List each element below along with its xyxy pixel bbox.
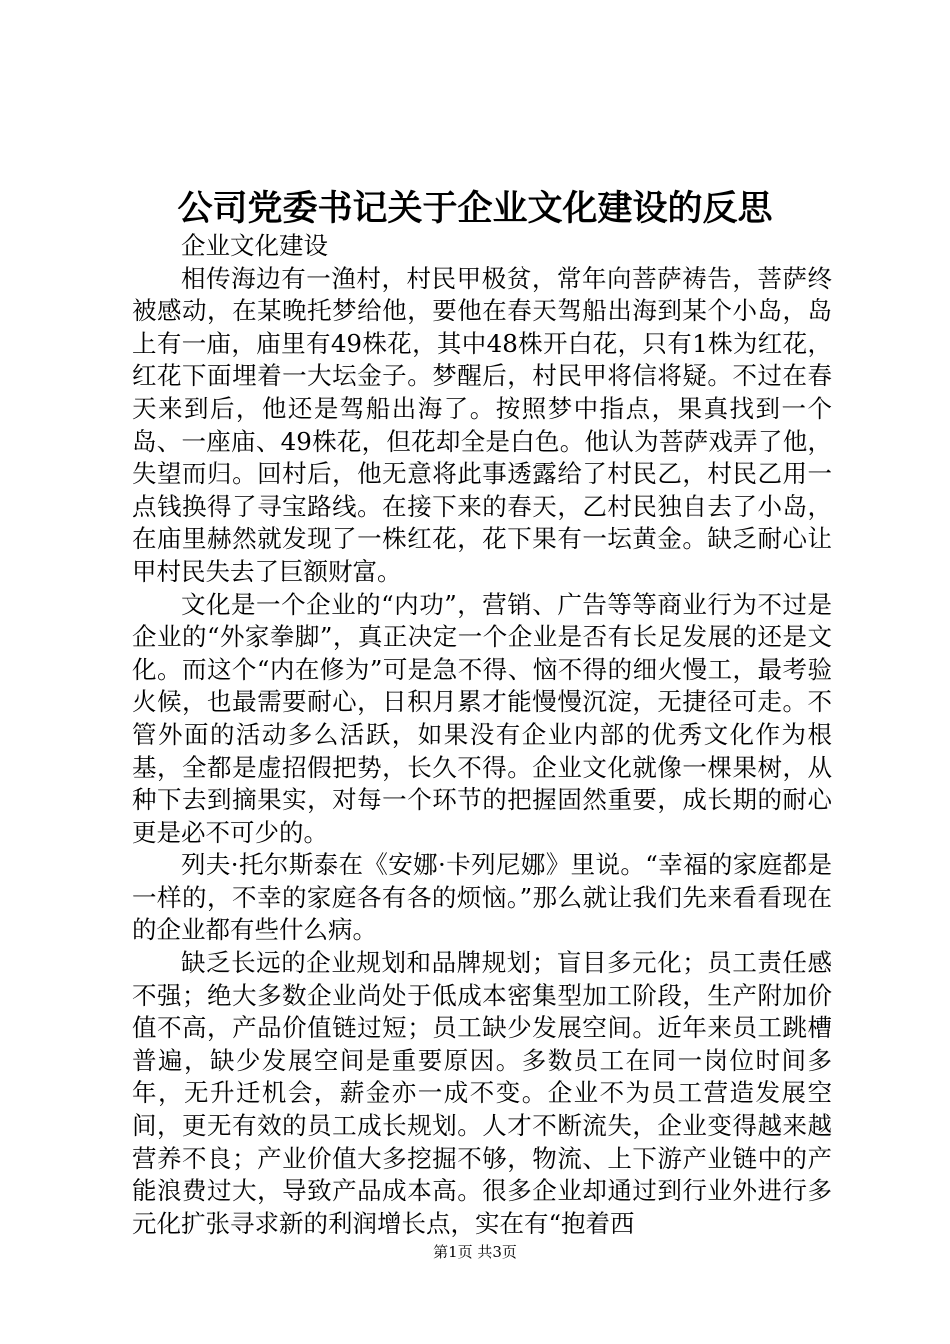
document-body — [132, 230, 832, 1240]
paragraph-tolstoy-quote: 列夫·托尔斯泰在《安娜·卡列尼娜》里说。“幸福的家庭都是一样的，不幸的家庭各有各的烦恼。”那么就让我们先来看看现在的企业都有些什么病。 — [132, 850, 832, 945]
page-number-footer: 第1页 共3页 — [433, 1243, 517, 1261]
page-title: 公司党委书记关于企业文化建设的反思 — [177, 188, 773, 229]
paragraph-subtitle: 企业文化建设 — [181, 231, 328, 260]
paragraph-fishing-village-story: 相传海边有一渔村，村民甲极贫，常年向菩萨祷告，菩萨终被感动，在某晚托梦给他，要他在春天驾船出海到某个小岛，岛上有一庙，庙里有49株花，其中48株开白花，只有1株为红花，红花下面埋着一大坛金子。梦醒后，村民甲将信将疑。不过在春天来到后，他还是驾船出海了。按照梦中指点，果真找到一个岛、一座庙、49株花，但花却全是白色。他认为菩萨戏弄了他，失望而归。回村后，他无意将此事透露给了村民乙，村民乙用一点钱换得了寻宝路线。在接下来的春天，乙村民独自去了小岛，在庙里赫然就发现了一株红花，花下果有一坛黄金。缺乏耐心让甲村民失去了巨额财富。 — [132, 263, 832, 586]
paragraph-enterprise-problems: 缺乏长远的企业规划和品牌规划；盲目多元化；员工责任感不强；绝大多数企业尚处于低成本密集型加工阶段，生产附加价值不高，产品价值链过短；员工缺少发展空间。近年来员工跳槽普遍，缺少发展空间是重要原因。多数员工在同一岗位时间多年，无升迁机会，薪金亦一成不变。企业不为员工营造发展空间，更无有效的员工成长规划。人才不断流失，企业变得越来越营养不良；产业价值大多挖掘不够，物流、上下游产业链中的产能浪费过大，导致产品成本高。很多企业却通过到行业外进行多元化扩张寻求新的利润增长点，实在有“抱着西 — [132, 948, 832, 1238]
paragraph-culture-inner-strength: 文化是一个企业的“内功”，营销、广告等等商业行为不过是企业的“外家拳脚”，真正决定一个企业是否有长足发展的还是文化。而这个“内在修为”可是急不得、恼不得的细火慢工，最考验火候，也最需要耐心，日积月累才能慢慢沉淀，无捷径可走。不管外面的活动多么活跃，如果没有企业内部的优秀文化作为根基，全都是虚招假把势，长久不得。企业文化就像一棵果树，从种下去到摘果实，对每一个环节的把握固然重要，成长期的耐心更是必不可少的。 — [132, 589, 832, 847]
